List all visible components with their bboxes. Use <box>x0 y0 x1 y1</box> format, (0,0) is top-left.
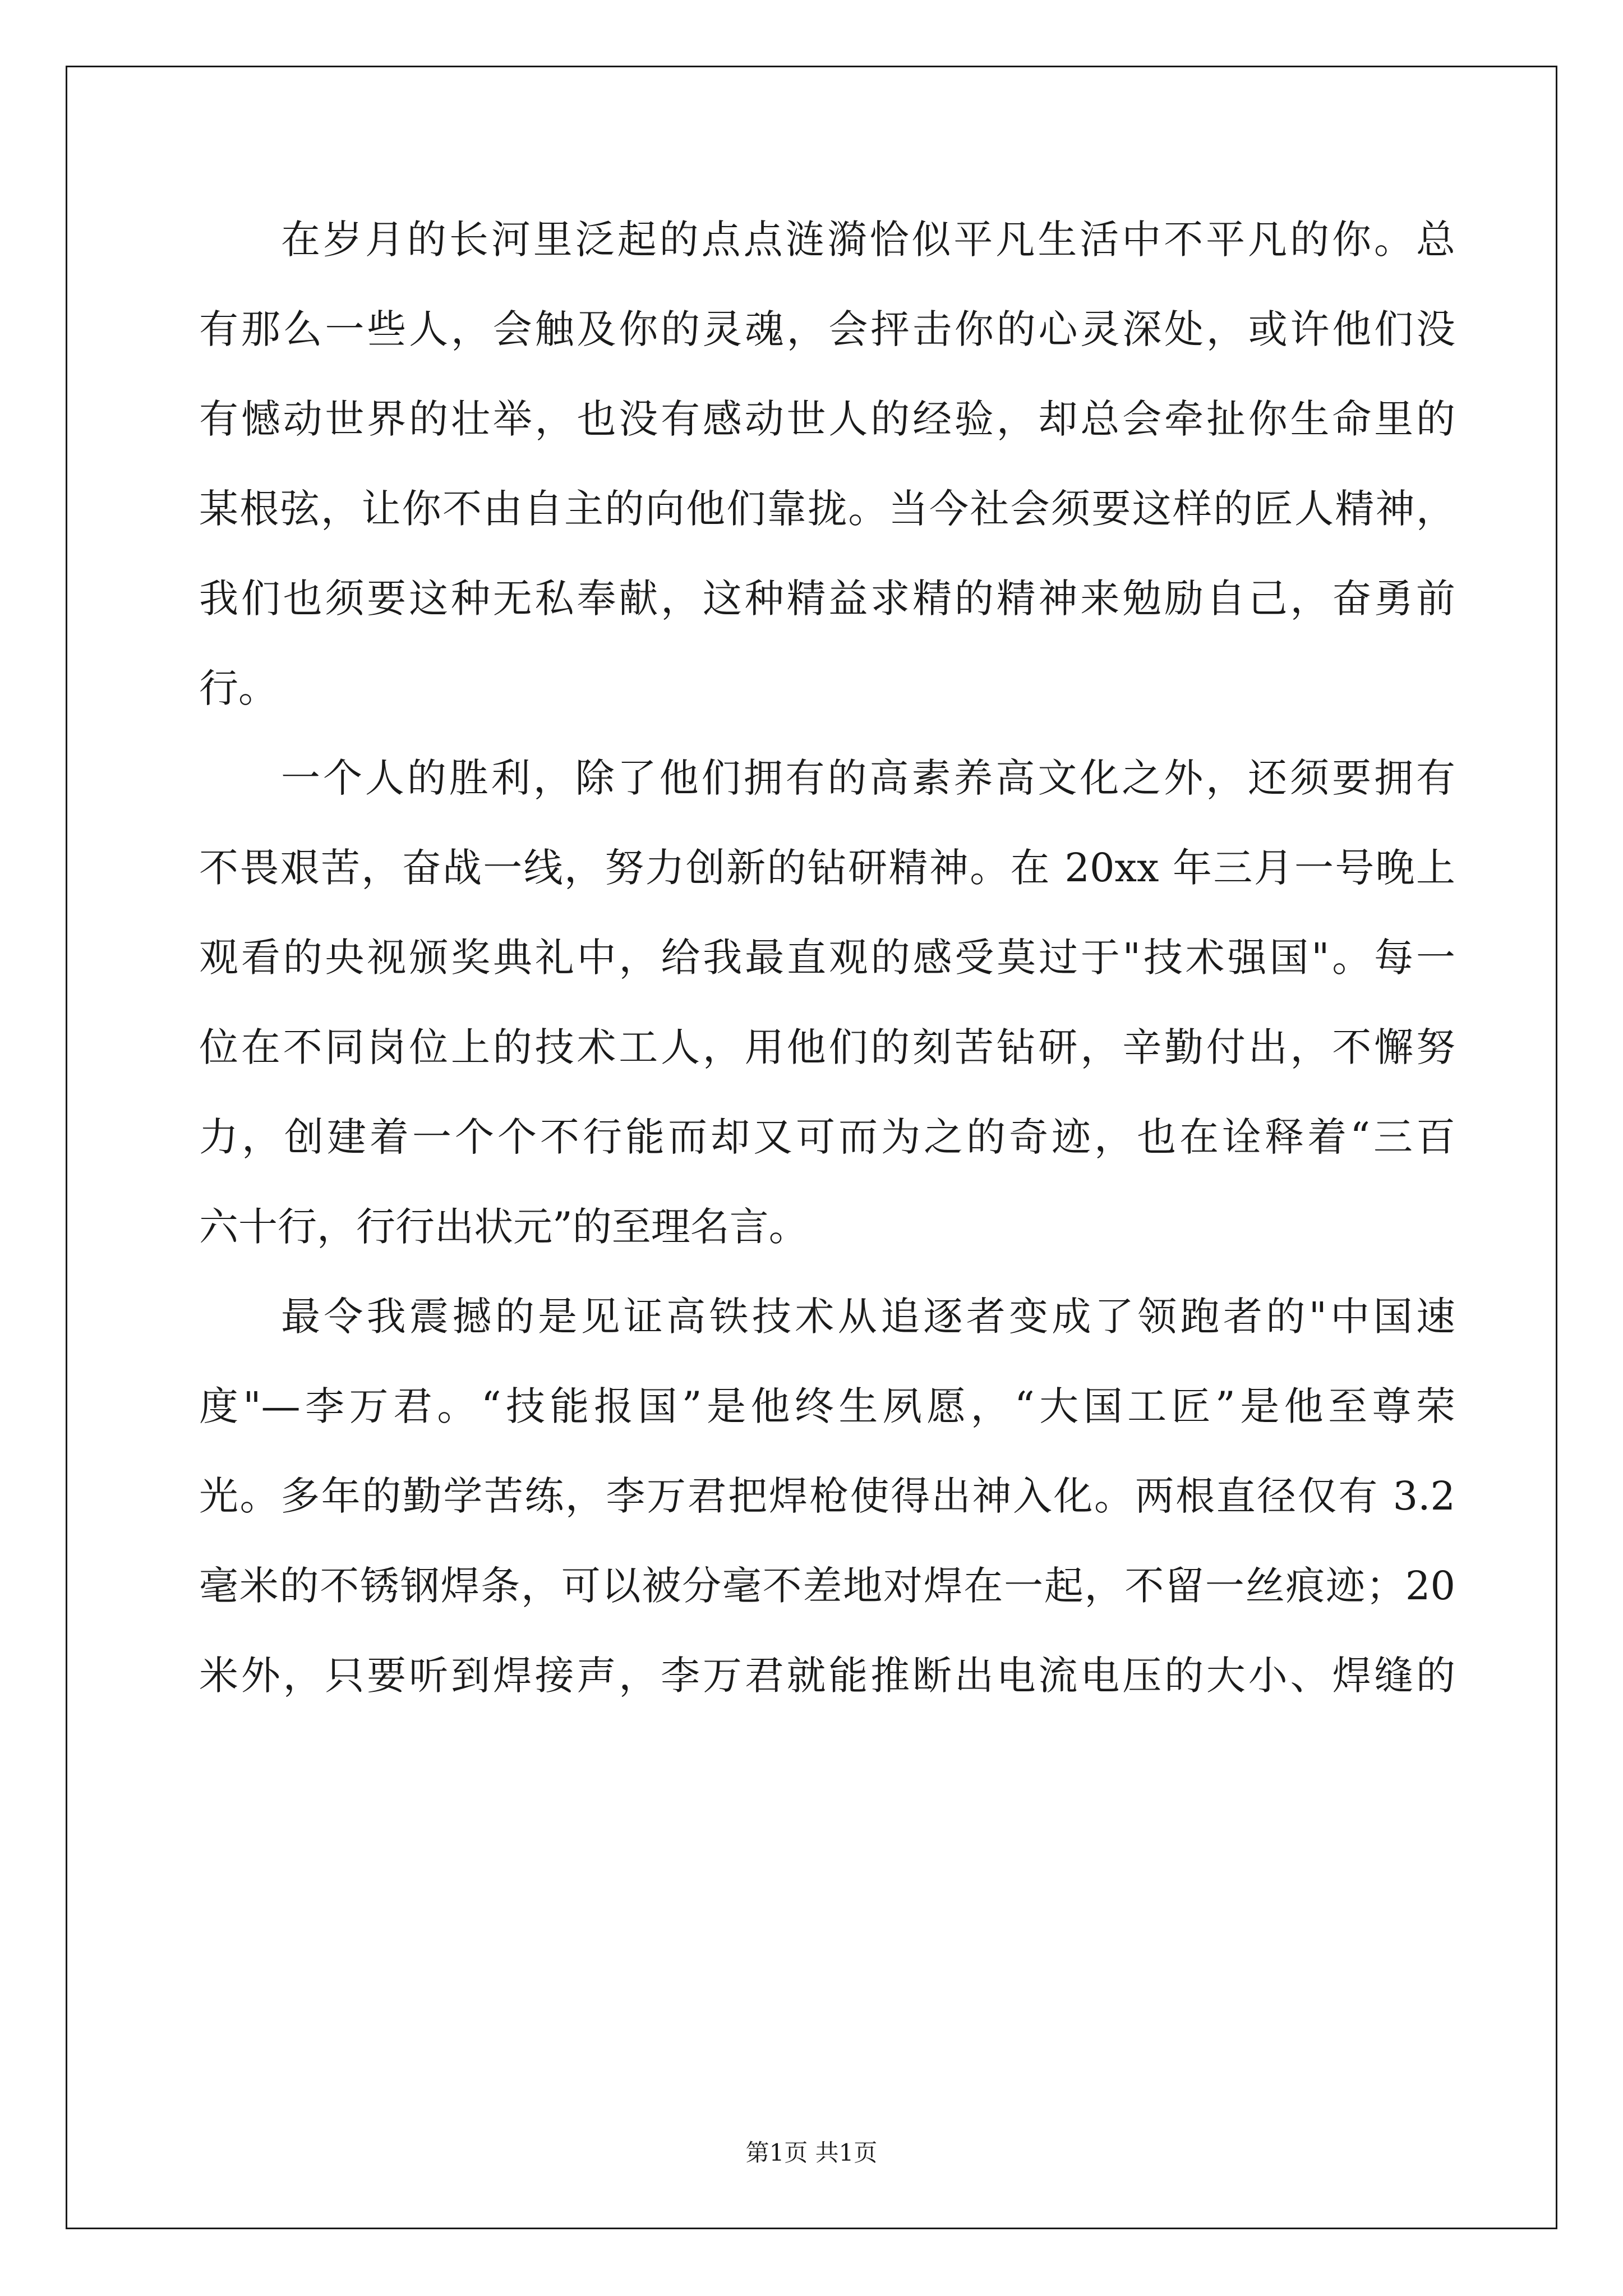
text-line: 最令我震撼的是见证高铁技术从追逐者变成了领跑者的"中国速 <box>281 1294 1455 1340</box>
text-line: 光。多年的勤学苦练，李万君把焊枪使得出神入化。两根直径仅有 3.2 <box>199 1473 1455 1519</box>
text-line: 在岁月的长河里泛起的点点涟漪恰似平凡生活中不平凡的你。总 <box>281 217 1455 263</box>
text-line: 某根弦，让你不由自主的向他们靠拢。当今社会须要这样的匠人精神， <box>199 486 1455 532</box>
text-line: 我们也须要这种无私奉献，这种精益求精的精神来勉励自己，奋勇前 <box>199 576 1455 622</box>
text-line: 有那么一些人，会触及你的灵魂，会抨击你的心灵深处，或许他们没 <box>199 306 1455 352</box>
page-footer: 第1页 共1页 <box>745 2139 878 2166</box>
text-line: 位在不同岗位上的技术工人，用他们的刻苦钻研，辛勤付出，不懈努 <box>199 1024 1455 1070</box>
text-line: 有憾动世界的壮举，也没有感动世人的经验，却总会牵扯你生命里的 <box>199 396 1455 442</box>
text-line: 行。 <box>199 665 278 711</box>
text-line: 毫米的不锈钢焊条，可以被分毫不差地对焊在一起，不留一丝痕迹；20 <box>199 1563 1455 1609</box>
text-line: 不畏艰苦，奋战一线，努力创新的钻研精神。在 20xx 年三月一号晚上 <box>199 845 1455 891</box>
text-line: 一个人的胜利，除了他们拥有的高素养高文化之外，还须要拥有 <box>281 755 1455 801</box>
text-line: 米外，只要听到焊接声，李万君就能推断出电流电压的大小、焊缝的 <box>199 1653 1455 1699</box>
text-line: 观看的央视颁奖典礼中，给我最直观的感受莫过于"技术强国"。每一 <box>199 935 1455 981</box>
text-line: 力，创建着一个个不行能而却又可而为之的奇迹，也在诠释着“三百 <box>199 1114 1455 1160</box>
text-line: 度"—李万君。“技能报国”是他终生夙愿，“大国工匠”是他至尊荣 <box>199 1383 1455 1429</box>
text-line: 六十行，行行出状元”的至理名言。 <box>199 1204 808 1250</box>
